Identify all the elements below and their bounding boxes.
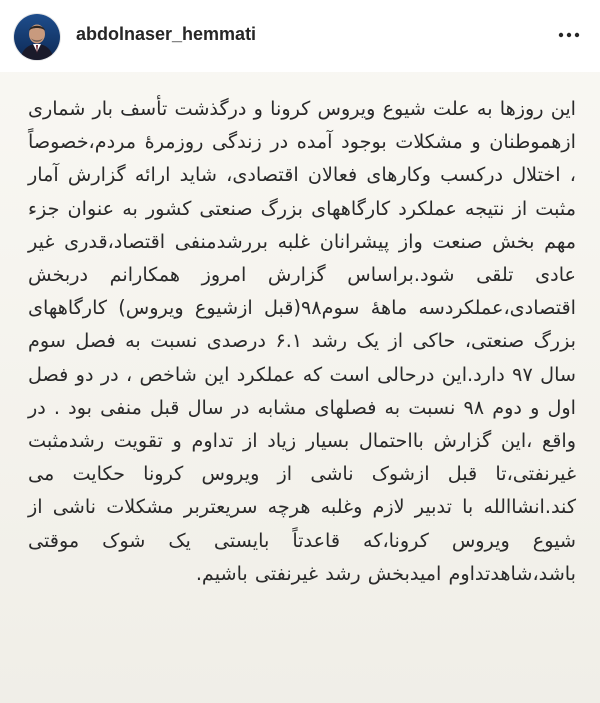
- post-caption-text: این روزها به علت شیوع ویروس کرونا و درگذشت تأسف بار شماری ازهموطنان و مشکلات بوجود آمده در زندگی روزمرۀ مردم،خصوصاً ، اختلال درکسب وکارهای فعالان اقتصادی، شاید ارائه گزارش آمار مثبت از نتیجه عملکرد کارگاههای بزرگ صنعتی کشور به عنوان جزء مهم بخش صنعت واز پیشرانان غلبه بررشدمنفی اقتصاد،قدری غیر عادی تلقی شود.براساس گزارش امروز همکارانم دربخش اقتصادی،عملکردسه ماهۀ سوم۹۸(قبل ازشیوع ویروس) کارگاههای بزرگ صنعتی، حاکی از یک رشد ۶.۱ درصدی نسبت به فصل سوم سال ۹۷ دارد.این درحالی است که عملکرد این شاخص ، در دو فصل اول و دوم ۹۸ نسبت به فصلهای مشابه در سال قبل منفی بود . در واقع ،این گزارش بااحتمال بسیار زیاد از تداوم و تقویت رشدمثبت غیرنفتی،تا قبل ازشوک ناشی از ویروس کرونا حکایت می کند.انشاالله با تدبیر لازم وغلبه هرچه سریعتربر مشکلات ناشی از شیوع ویروس کرونا،که قاعدتاً بایستی یک شوک موقتی باشد،شاهدتداوم امیدبخش رشد غیرنفتی باشیم.: [28, 97, 576, 585]
- post-header: [0, 0, 600, 72]
- more-dots-icon: [556, 24, 582, 46]
- profile-avatar-icon[interactable]: [14, 14, 60, 60]
- post-image: [0, 72, 600, 703]
- avatar-image: [14, 14, 60, 60]
- more-options-icon[interactable]: [556, 24, 582, 46]
- username[interactable]: abdolnaser_hemmati: [76, 24, 257, 44]
